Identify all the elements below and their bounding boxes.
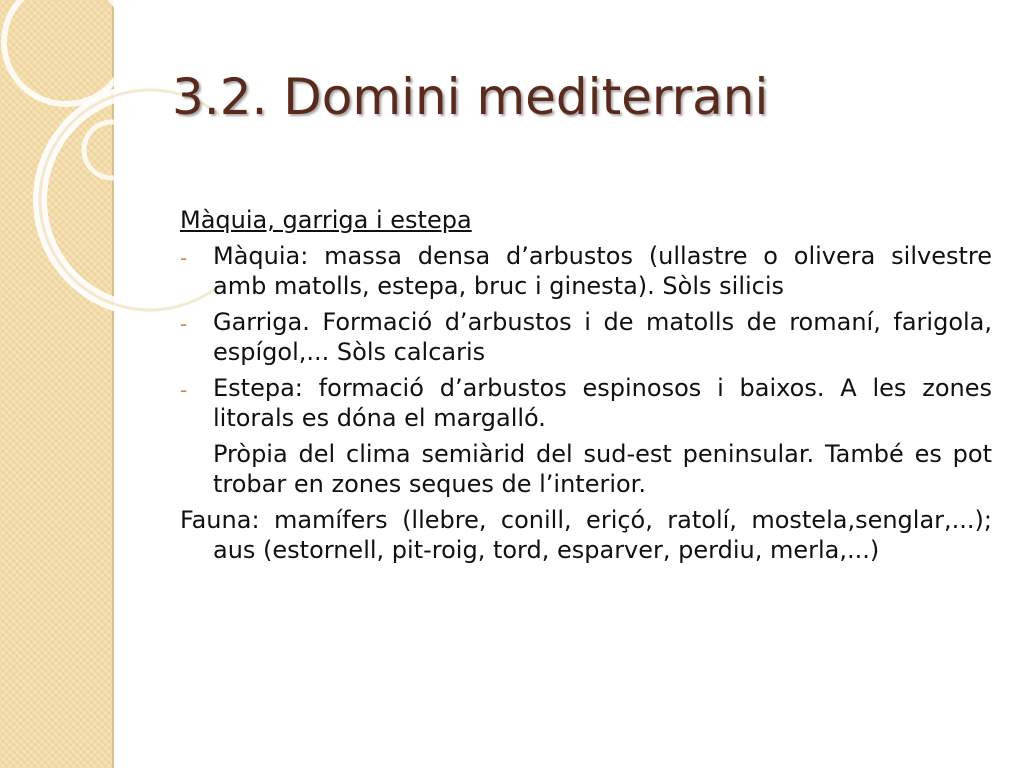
list-item-garriga	[180, 307, 992, 367]
bullet-marker: -	[180, 378, 188, 402]
bullet-marker: -	[180, 246, 188, 270]
decorative-side-band	[0, 0, 114, 768]
bullet-marker: -	[180, 312, 188, 336]
list-item-text: Estepa: formació d’arbustos espinosos i baixos. A les zones litorals es dóna el margalló.	[213, 374, 992, 432]
list-item-text: Màquia: massa densa d’arbustos (ullastre o olivera silvestre amb matolls, estepa, bruc i ginesta). Sòls silicis	[213, 242, 992, 300]
estepa-note: Pròpia del clima semiàrid del sud-est peninsular. També es pot trobar en zones seques de l’interior.	[213, 440, 992, 498]
slide-title: 3.2. Domini mediterrani	[172, 68, 769, 126]
list-item-estepa	[180, 373, 992, 433]
vegetation-list	[180, 241, 992, 433]
slide-content	[180, 205, 992, 565]
list-item-maquia	[180, 241, 992, 301]
fauna-text: Fauna: mamífers (llebre, conill, eriçó, ratolí, mostela,senglar,...); aus (estornell, pit-roig, tord, esparver, perdiu, merla,...)	[180, 506, 992, 564]
list-item-text: Garriga. Formació d’arbustos i de matolls de romaní, farigola, espígol,... Sòls calcaris	[213, 308, 992, 366]
fauna-paragraph	[180, 505, 992, 565]
section-subheading: Màquia, garriga i estepa	[180, 206, 472, 234]
